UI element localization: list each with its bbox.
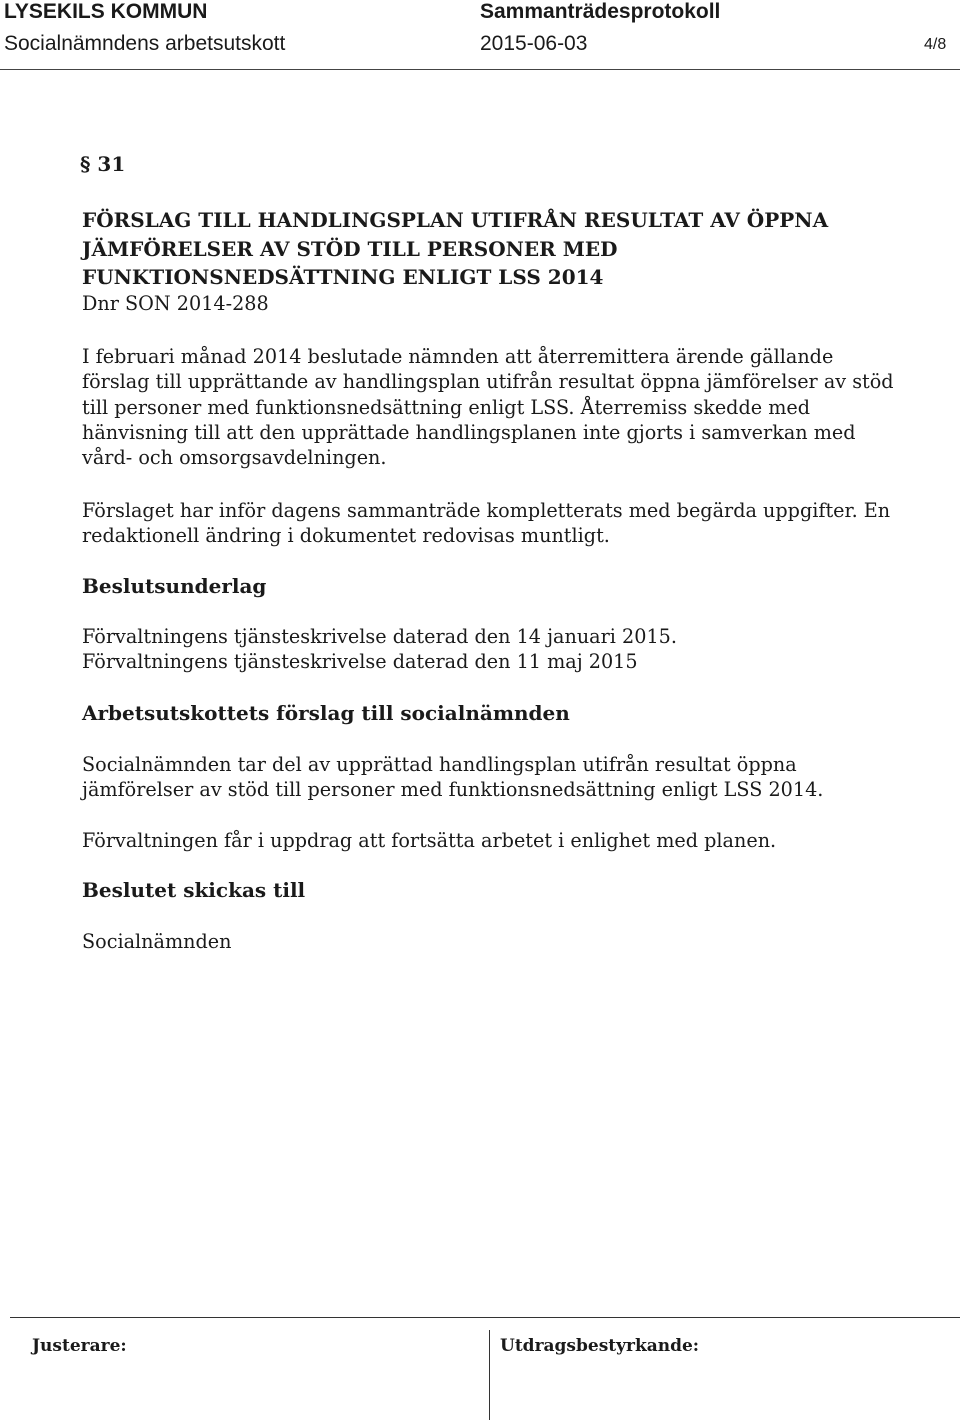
text-line: Förvaltningen får i uppdrag att fortsätta arbetet i enlighet med planen.	[82, 829, 777, 852]
section-title-line: FUNKTIONSNEDSÄTTNING ENLIGT LSS 2014	[82, 265, 604, 289]
text-line: förslag till upprättande av handlingsplan utifrån resultat öppna jämförelser av stöd	[82, 370, 894, 394]
text-line: jämförelser av stöd till personer med funktionsnedsättning enligt LSS 2014.	[82, 778, 824, 802]
distribution-recipient	[82, 929, 882, 954]
document-type: Sammanträdesprotokoll	[480, 0, 721, 23]
department-name: Socialnämndens arbetsutskott	[4, 32, 286, 55]
page-number: 4/8	[924, 36, 947, 53]
assignment-paragraph	[82, 828, 882, 853]
text-line: Förslaget har inför dagens sammanträde kompletterats med begärda uppgifter. En	[82, 499, 891, 522]
section-title-line: FÖRSLAG TILL HANDLINGSPLAN UTIFRÅN RESULTAT AV ÖPPNA	[82, 208, 829, 232]
meeting-date: 2015-06-03	[480, 32, 588, 55]
supplement-paragraph	[82, 498, 891, 549]
list-item: Förvaltningens tjänsteskrivelse daterad den 14 januari 2015.	[82, 625, 677, 648]
distribution-heading: Beslutet skickas till	[82, 878, 306, 902]
adjuster-label: Justerare:	[32, 1336, 127, 1356]
section-title	[82, 206, 828, 292]
case-number: Dnr SON 2014-288	[82, 292, 269, 315]
intro-paragraph	[82, 344, 894, 470]
footer-divider	[10, 1317, 960, 1318]
municipality-name: LYSEKILS KOMMUN	[4, 0, 208, 23]
proposal-heading: Arbetsutskottets förslag till socialnämnden	[82, 701, 570, 725]
section-number: § 31	[80, 152, 126, 176]
footer-column-divider	[489, 1330, 490, 1420]
header-divider	[0, 69, 960, 70]
text-line: Socialnämnden	[82, 930, 232, 953]
text-line: Socialnämnden tar del av upprättad handlingsplan utifrån resultat öppna	[82, 753, 797, 776]
decision-basis-heading: Beslutsunderlag	[82, 574, 267, 598]
text-line: redaktionell ändring i dokumentet redovisas muntligt.	[82, 524, 610, 548]
text-line: hänvisning till att den upprättade handlingsplanen inte gjorts i samverkan med	[82, 420, 856, 444]
extract-certification-label: Utdragsbestyrkande:	[500, 1336, 700, 1356]
text-line: till personer med funktionsnedsättning enligt LSS. Återremiss skedde med	[82, 395, 811, 419]
text-line: I februari månad 2014 beslutade nämnden att återremittera ärende gällande	[82, 345, 834, 368]
proposal-paragraph	[82, 752, 882, 803]
decision-basis-list	[82, 624, 882, 675]
list-item: Förvaltningens tjänsteskrivelse daterad den 11 maj 2015	[82, 650, 638, 674]
section-title-line: JÄMFÖRELSER AV STÖD TILL PERSONER MED	[82, 236, 618, 261]
text-line: vård- och omsorgsavdelningen.	[82, 446, 387, 470]
